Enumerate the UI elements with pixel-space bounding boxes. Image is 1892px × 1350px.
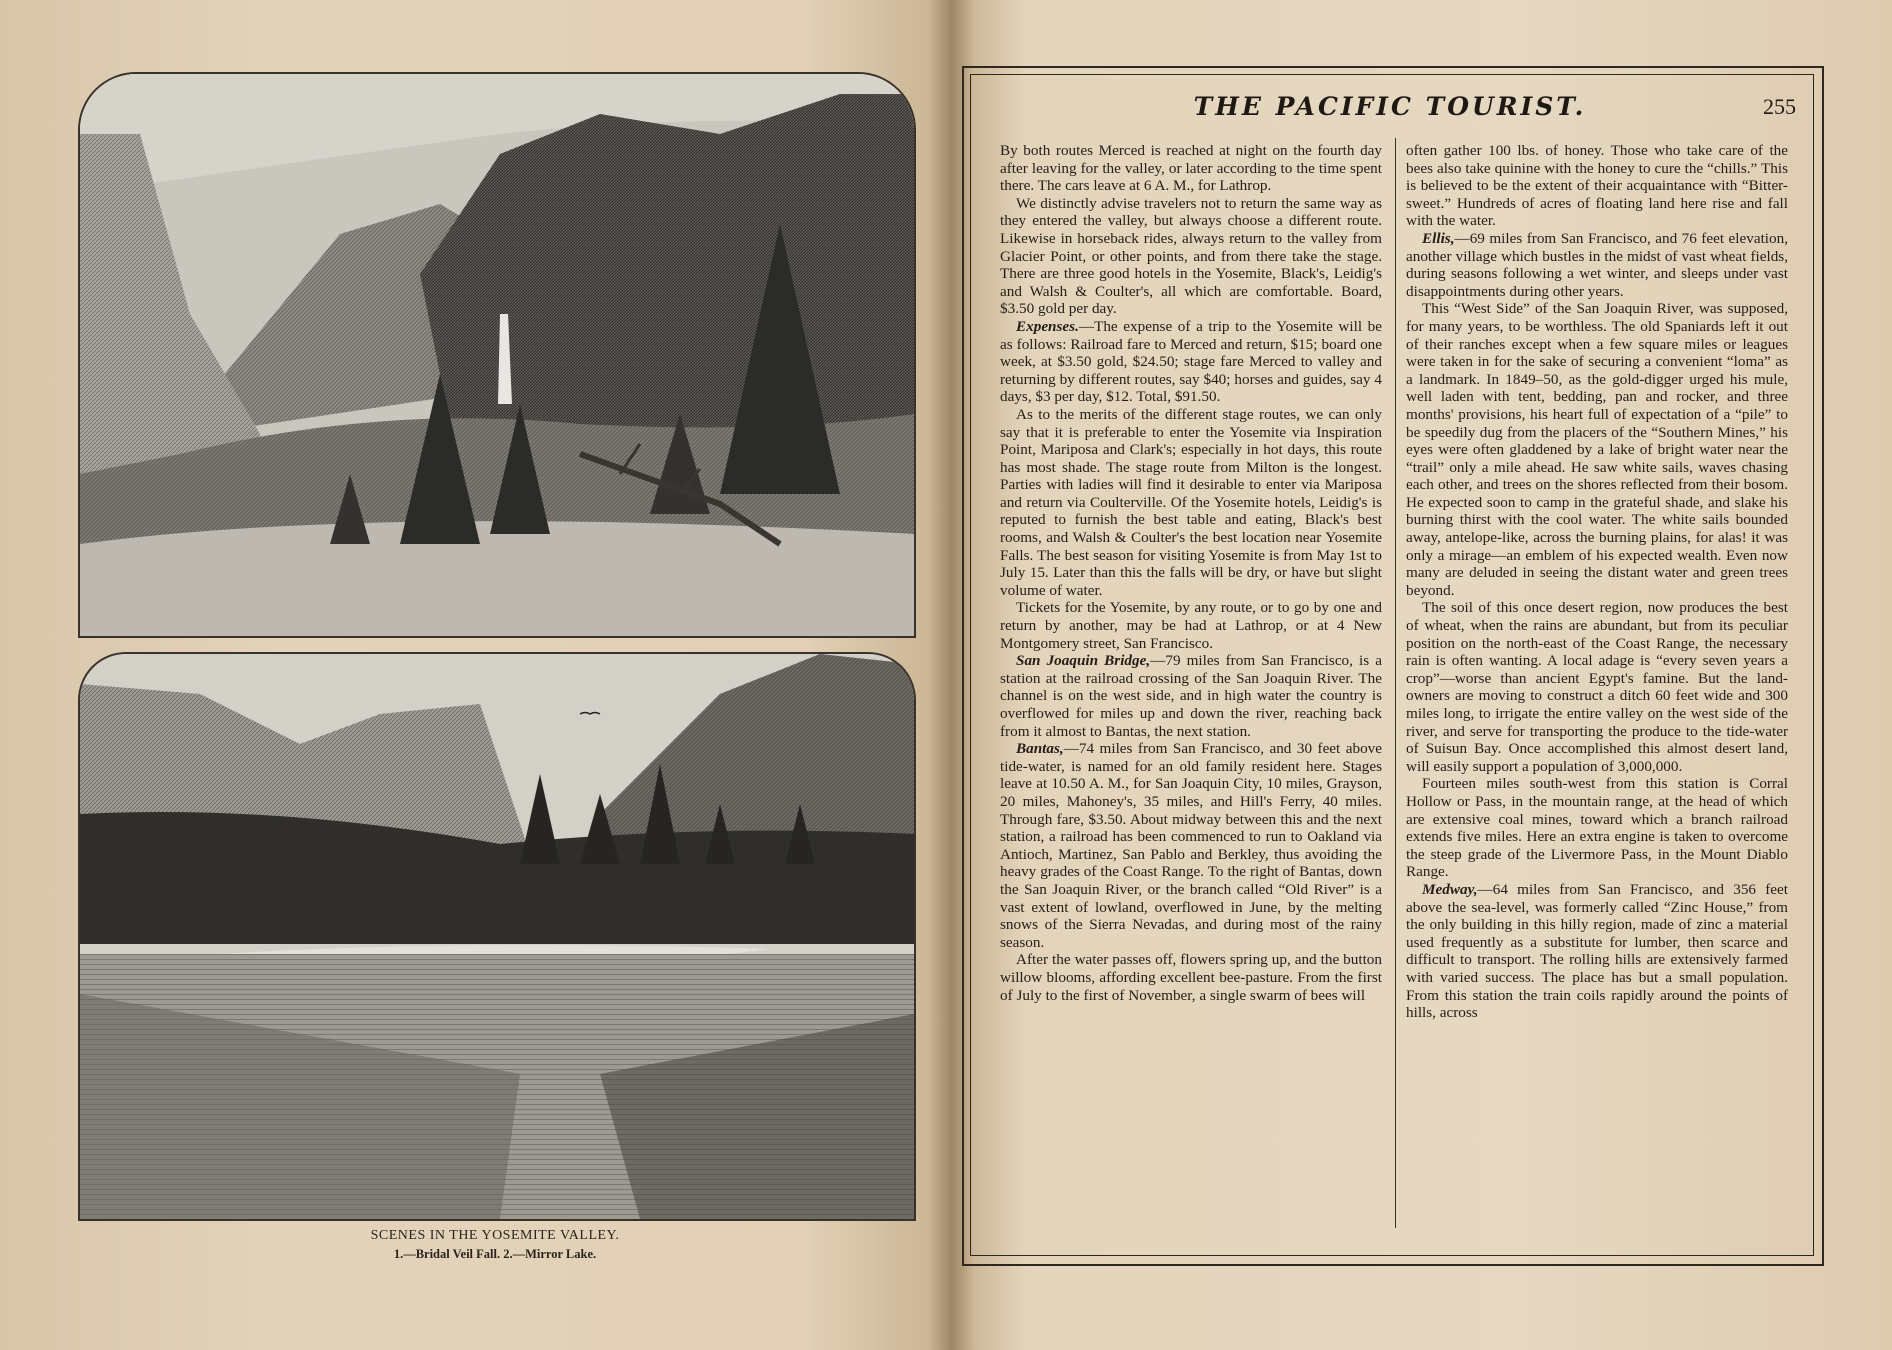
paragraph-text: Fourteen miles south-west from this station is Corral Hollow or Pass, in the mountain range, at the head of which are extensive coal mines, toward which a branch railroad extends five miles. Here an extra engine is taken to overcome the steep grade of the Livermore Pass, in the Mount Diablo Range. — [1406, 775, 1788, 881]
paragraph-text: —64 miles from San Francisco, and 356 feet above the sea-level, was formerly called “Zinc House,” from the only building in this hilly region, made of zinc a material used frequently as a substitute for lumber, then scarce and difficult to transport. The rolling hills are extensively farmed with varied success. The place has but a small population. From this station the train coils rapidly around the points of hills, across — [1406, 880, 1788, 1022]
paragraph-text: —79 miles from San Francisco, is a station at the railroad crossing of the San Joaquin River. The channel is on the west side, and in high water the country is overflowed for miles up and down the river, reaching back from it almost to Bantas, the next station. — [1000, 652, 1383, 740]
page-number: 255 — [1763, 94, 1796, 119]
paragraph-text: —The expense of a trip to the Yosemite will be as follows: Railroad fare to Merced and return, $15; board one week, at $3.50 gold, $24.50; stage fare Merced to valley and returning by different routes, say $40; horses and guides, say 4 days, $3 per day, $12. Total, $91.50. — [1000, 317, 1382, 406]
bridal-veil-fall-illustration — [80, 74, 914, 636]
paragraph — [1406, 881, 1788, 1022]
paragraph-text: This “West Side” of the San Joaquin River, was supposed, for many years, to be worthless. The old Spaniards left it out of their ranches except when a few square miles or leagues were taken in for the sake of securing a convenient “loma” as a landmark. In 1849–50, as the gold-digger urged his mule, well laden with tent, bedding, pan and rocker, and three months' provisions, his heart full of expectation of a “pile” to be speedily dug from the placers of the “Southern Mines,” his eyes were often gladdened by a lake of bright water near the “trail” only a mile ahead. He saw white sails, waves chasing each other, and trees on the shores reflected from their bosom. He expected soon to camp in the grateful shade, and slake his burning thirst with the cool water. The white sails bounded away, antelope-like, across the burning plains, for alas! it was only a mirage—an emblem of his expected wealth. Even now many are deluded in seeing the distant water and green trees beyond. — [1406, 300, 1788, 599]
paragraph-heading: Expenses. — [1016, 317, 1079, 335]
paragraph-text: After the water passes off, flowers spring up, and the button willow blooms, affording excellent bee-pasture. From the first of July to the first of November, a single swarm of bees will — [1000, 951, 1382, 1004]
paragraph-heading: San Joaquin Bridge, — [1016, 652, 1151, 670]
running-title: THE PACIFIC TOURIST. — [1193, 92, 1587, 121]
paragraph-text: —69 miles from San Francisco, and 76 feet elevation, another village which bustles in the midst of vast wheat fields, during seasons following a wet winter, and sleeps under vast disappointments during other years. — [1406, 229, 1788, 300]
engraving-caption-title: SCENES IN THE YOSEMITE VALLEY. — [370, 1228, 620, 1243]
engraving-mirror-lake — [78, 652, 916, 1221]
column-divider — [1395, 138, 1396, 1228]
paragraph — [1406, 300, 1788, 599]
text-column-left — [1000, 142, 1382, 1004]
paragraph-text: often gather 100 lbs. of honey. Those who take care of the bees also take quinine with the honey to cure the “chills.” This is believed to be the extent of their acquaintance with “Bitter-sweet.” Hundreds of acres of floating land here rise and fall with the water. — [1406, 142, 1788, 230]
paragraph-text: We distinctly advise travelers not to return the same way as they entered the valley, but always choose a different route. Likewise in horseback rides, always return to the valley from Glacier Point, or other points, and from there take the stage. There are three good hotels in the Yosemite, Black's, Leidig's and Walsh & Coulter's, all which are comfortable. Board, $3.50 gold per day. — [1000, 194, 1382, 318]
paragraph — [1406, 775, 1788, 881]
paragraph-text: By both routes Merced is reached at night on the fourth day after leaving for the valley, or later according to the time spent there. The cars leave at 6 A. M., for Lathrop. — [1000, 142, 1382, 195]
paragraph — [1406, 142, 1788, 230]
paragraph — [1000, 406, 1382, 600]
mirror-lake-illustration — [80, 654, 914, 1219]
engraving-bridal-veil-fall — [78, 72, 916, 638]
paragraph — [1000, 318, 1382, 406]
paragraph — [1406, 230, 1788, 300]
paragraph — [1000, 599, 1382, 652]
paragraph — [1000, 652, 1382, 740]
paragraph-heading: Bantas, — [1016, 740, 1064, 758]
paragraph-text: The soil of this once desert region, now produces the best of wheat, when the rains are abundant, but from its peculiar position on the north-east of the Coast Range, the necessary rain is often wanting. A local adage is “every seven years a crop”—worse than ancient Egypt's famine. But the land-owners are moving to construct a ditch 60 feet wide and 300 miles long, to irrigate the entire valley on the west side of the river, and serve for transporting the produce to the tide-water of Suisun Bay. Once accomplished this almost desert land, will easily support a population of 3,000,000. — [1406, 599, 1788, 775]
paragraph — [1000, 951, 1382, 1004]
engraving-caption-subtitle: 1.—Bridal Veil Fall. 2.—Mirror Lake. — [393, 1247, 597, 1261]
paragraph-text: —74 miles from San Francisco, and 30 feet above tide-water, is named for an old family resident here. Stages leave at 10.50 A. M., for San Joaquin City, 10 miles, Grayson, 20 miles, Mahoney's, 35 miles, and Hill's Ferry, 40 miles. Through fare, $3.50. About midway between this and the next station, a railroad has been commenced to run to Oakland via Antioch, Martinez, San Pablo and Berkley, thus avoiding the heavy grades of the Coast Range. To the right of Bantas, down the San Joaquin River, or the branch called “Old River” is a vast extent of lowland, overflowed in June, by the melting snows of the Sierra Nevadas, and during most of the rainy season. — [1000, 740, 1382, 951]
paragraph-heading: Medway, — [1422, 880, 1478, 898]
paragraph-text: Tickets for the Yosemite, by any route, or to go by one and return by another, may be had at Lathrop, or at 4 New Montgomery street, San Francisco. — [1000, 599, 1382, 652]
paragraph — [1000, 142, 1382, 195]
paragraph — [1000, 740, 1382, 951]
paragraph — [1000, 195, 1382, 318]
paragraph-heading: Ellis, — [1422, 229, 1455, 247]
paragraph-text: As to the merits of the different stage routes, we can only say that it is preferable to enter the Yosemite via Inspiration Point, Mariposa and Clark's; especially in hot days, this route has most shade. The stage route from Milton is the longest. Parties with ladies will find it desirable to enter via Mariposa and return via Coulterville. Of the Yosemite hotels, Leidig's is reputed to furnish the best table and eating, Black's best rooms, and Walsh & Coulter's the best location near Yosemite Falls. The best season for visiting Yosemite is from May 1st to July 15. Later than this the falls will be dry, or have but slight volume of water. — [1000, 405, 1382, 599]
text-column-right — [1406, 142, 1788, 1022]
paragraph — [1406, 599, 1788, 775]
